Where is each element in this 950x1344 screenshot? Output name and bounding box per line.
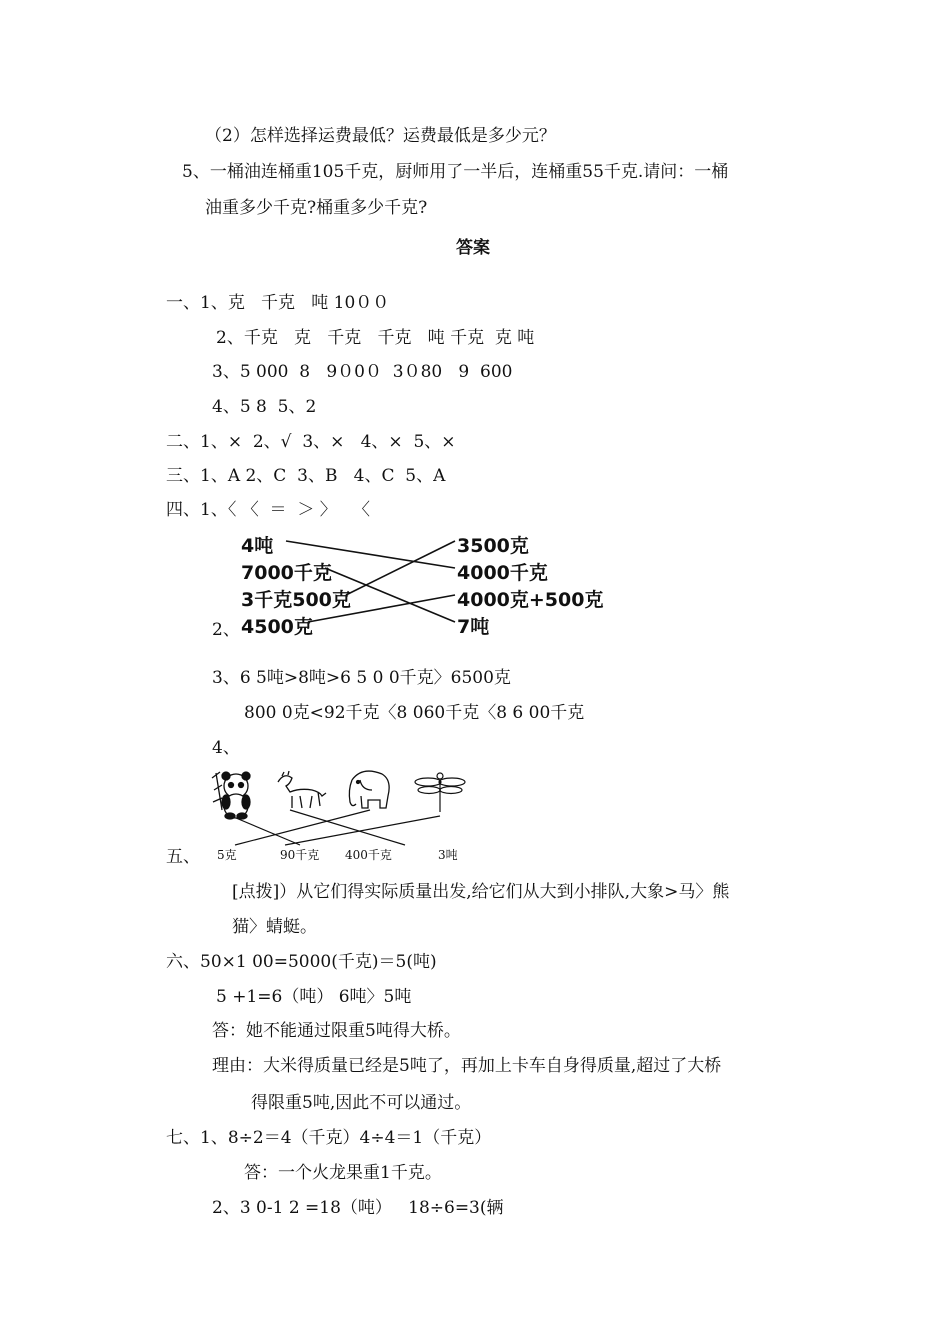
animal-line-4 bbox=[285, 816, 440, 845]
answer-6-2: 5 +1=6（吨） 6吨〉5吨 bbox=[216, 987, 412, 1007]
answer-6-1: 六、50×1 00=5000(千克)＝5(吨) bbox=[166, 952, 437, 972]
question-5-line-2: 油重多少千克?桶重多少千克? bbox=[205, 198, 428, 218]
answer-4-4: 4、 bbox=[212, 738, 240, 758]
match-right-4: 7吨 bbox=[457, 616, 490, 638]
answer-2: 二、1、× 2、√ 3、× 4、× 5、× bbox=[166, 432, 456, 452]
answer-title: 答案 bbox=[456, 238, 490, 258]
answer-7-1-answer: 答：一个火龙果重1千克。 bbox=[244, 1163, 442, 1183]
answer-5: 五、 bbox=[166, 847, 200, 867]
horse-icon bbox=[278, 771, 326, 808]
animal-line-3 bbox=[235, 810, 370, 845]
animal-match-lines bbox=[235, 810, 440, 845]
answer-1-4: 4、5 8 5、2 bbox=[212, 397, 317, 417]
animal-label-2: 90千克 bbox=[280, 848, 320, 862]
answer-1-3: 3、5 000 8 9０0０ 3０80 9 600 bbox=[212, 362, 513, 382]
answer-5-tip-line-2: 猫〉蜻蜓。 bbox=[232, 917, 317, 937]
animal-label-3: 400千克 bbox=[345, 848, 392, 862]
animal-label-4: 3吨 bbox=[438, 848, 458, 862]
match-left-4: 4500克 bbox=[241, 616, 313, 638]
answer-4-1: 四、1、〈 〈 ＝ ＞ 〉 〈 bbox=[166, 500, 370, 520]
match-right-3: 4000克+500克 bbox=[457, 589, 604, 611]
dragonfly-icon bbox=[415, 773, 465, 812]
match-right-2: 4000千克 bbox=[457, 562, 548, 584]
match-left-3: 3千克500克 bbox=[241, 589, 351, 611]
animal-line-1 bbox=[236, 818, 300, 845]
answer-4-3-line-1: 3、6 5吨>8吨>6 5 0 0千克〉6500克 bbox=[212, 668, 511, 688]
match-left-1: 4吨 bbox=[241, 535, 274, 557]
animal-label-1: 5克 bbox=[217, 848, 237, 862]
match-left-2: 7000千克 bbox=[241, 562, 332, 584]
answer-1-2: 2、千克 克 千克 千克 吨 千克 克 吨 bbox=[216, 328, 535, 348]
answer-1-1: 一、1、克 千克 吨 10００ bbox=[166, 293, 390, 313]
answer-4-3-line-2: 800 0克<92千克〈8 060千克〈8 6 00千克 bbox=[244, 703, 585, 723]
answer-6-4-line-1: 理由：大米得质量已经是5吨了，再加上卡车自身得质量,超过了大桥 bbox=[212, 1056, 722, 1076]
match-right-1: 3500克 bbox=[457, 535, 529, 557]
answer-6-4-line-2: 得限重5吨,因此不可以通过。 bbox=[251, 1093, 472, 1113]
question-5-line-1: 5、一桶油连桶重105千克，厨师用了一半后，连桶重55千克.请问：一桶 bbox=[182, 162, 729, 182]
answer-5-tip-line-1: [点拨]）从它们得实际质量出发,给它们从大到小排队,大象>马〉熊 bbox=[232, 882, 730, 902]
panda-icon bbox=[212, 772, 250, 819]
answer-7-2: 2、3 0-1 2 =18（吨） 18÷6=3(辆 bbox=[212, 1198, 504, 1218]
answer-3: 三、1、A 2、C 3、B 4、C 5、A bbox=[166, 466, 446, 486]
question-4-2: （2）怎样选择运费最低？运费最低是多少元？ bbox=[205, 126, 556, 146]
answer-7-1: 七、1、8÷2＝4（千克）4÷4＝1（千克） bbox=[166, 1128, 492, 1148]
elephant-icon bbox=[349, 771, 389, 808]
answer-4-2: 2、 bbox=[212, 620, 240, 640]
answer-6-3: 答：她不能通过限重5吨得大桥。 bbox=[212, 1021, 461, 1041]
